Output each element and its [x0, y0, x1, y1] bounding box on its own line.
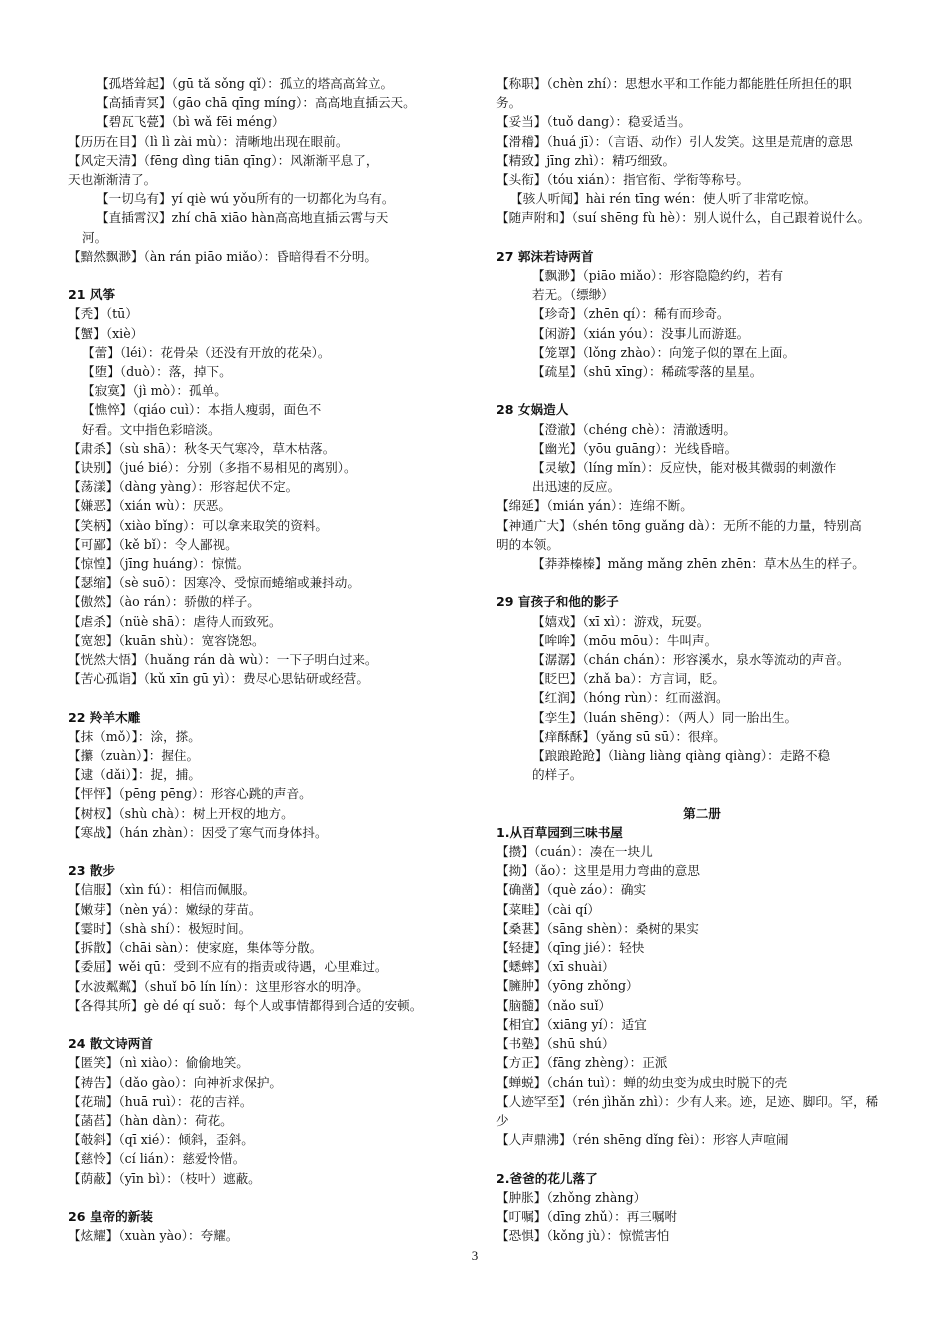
text-line: 【幽光】（yōu guāng）：光线昏暗。 — [532, 440, 738, 456]
text-line: 【怦怦】（pēng pēng）：形容心跳的声音。 — [68, 786, 312, 802]
text-line: 【随声附和】（suí shēng fù hè）：别人说什么，自己跟着说什么。 — [496, 210, 871, 226]
text-line: 【花瑞】（huā ruì）：花的吉祥。 — [68, 1093, 253, 1109]
text-line: 【树杈】（shù chà）：树上开杈的地方。 — [68, 805, 294, 821]
text-line: 【痒酥酥】（yǎng sū sū）：很痒。 — [532, 728, 726, 744]
text-line: 【闲游】（xián yóu）：没事儿而游逛。 — [532, 325, 750, 341]
text-line: 好看。文中指色彩暗淡。 — [82, 421, 221, 437]
text-line: 【直插霄汉】zhí chā xiāo hàn高高地直插云霄与天 — [96, 210, 389, 226]
text-line: 若无。（缥缈） — [532, 287, 614, 303]
section-heading: 27 郭沫若诗两首 — [496, 248, 594, 264]
text-line: 【惊惶】（jīng huáng）：惊慌。 — [68, 556, 250, 572]
text-line: 【珍奇】（zhēn qí）：稀有而珍奇。 — [532, 306, 730, 322]
text-line: 【肿胀】（zhǒng zhàng） — [496, 1189, 647, 1205]
text-line: 【傲然】（ào rán）：骄傲的样子。 — [68, 594, 260, 610]
text-line: 【抹（mǒ）】：涂，搽。 — [68, 728, 201, 744]
text-line: 【神通广大】（shén tōng guǎng dà）：无所不能的力量，特别高 — [496, 517, 862, 533]
text-line: 【各得其所】gè dé qí suǒ：每个人或事情都得到合适的安顿。 — [68, 997, 423, 1013]
text-line: 【人迹罕至】（rén jìhǎn zhì）：少有人来。迹，足迹、脚印。罕，稀 — [496, 1093, 879, 1109]
text-line: 河。 — [82, 229, 108, 245]
section-heading: 23 散步 — [68, 863, 116, 879]
text-line: 【叮嘱】（dīng zhǔ）：再三嘱咐 — [496, 1208, 678, 1224]
text-line: 【笑柄】（xiào bǐng）：可以拿来取笑的资料。 — [68, 517, 328, 533]
blank-line — [496, 573, 908, 592]
text-line: 【诀别】（jué bié）：分别（多指不易相见的离别）。 — [68, 460, 357, 476]
text-line: 【踉踉跄跄】（liàng liàng qiàng qiàng）：走路不稳 — [532, 748, 831, 764]
blank-line — [68, 1015, 460, 1034]
section-heading: 1.从百草园到三味书屋 — [496, 824, 623, 840]
text-line: 【嬉戏】（xī xì）：游戏，玩耍。 — [532, 613, 710, 629]
section-heading: 2.爸爸的花儿落了 — [496, 1170, 598, 1186]
text-line: 【蕾】（léi）：花骨朵（还没有开放的花朵）。 — [82, 344, 331, 360]
text-line: 【信服】（xìn fú）：相信而佩服。 — [68, 882, 256, 898]
text-line: 【滑稽】（huá jī）：（言语、动作）引人发笑。这里是荒唐的意思 — [496, 133, 853, 149]
text-line: 【红润】（hóng rùn）：红而滋润。 — [532, 690, 729, 706]
text-line: 【莽莽榛榛】mǎng mǎng zhēn zhēn：草木丛生的样子。 — [532, 556, 865, 572]
blank-line — [68, 266, 460, 285]
section-heading: 29 盲孩子和他的影子 — [496, 594, 619, 610]
text-line: 【祷告】（dǎo gào）：向神祈求保护。 — [68, 1074, 283, 1090]
text-line: 【水波粼粼】（shuǐ bō lín lín）：这里形容水的明净。 — [68, 978, 369, 994]
text-line: 【慈怜】（cí lián）：慈爱怜惜。 — [68, 1151, 246, 1167]
text-line: 【委屈】wěi qū：受到不应有的指责或待遇，心里难过。 — [68, 959, 388, 975]
text-line: 【荡漾】（dàng yàng）：形容起伏不定。 — [68, 479, 299, 495]
text-line: 【笼罩】（lǒng zhào）：向笼子似的罩在上面。 — [532, 344, 796, 360]
text-line: 【方正】（fāng zhèng）：正派 — [496, 1055, 668, 1071]
text-line: 【澄澈】（chéng chè）：清澈透明。 — [532, 421, 736, 437]
text-line: 【肃杀】（sù shā）：秋冬天气寒冷，草木枯落。 — [68, 440, 336, 456]
left-column — [68, 74, 460, 1245]
blank-line — [68, 842, 460, 861]
text-line: 【炫耀】（xuàn yào）：夸耀。 — [68, 1228, 239, 1244]
text-line: 【恍然大悟】（huǎng rán dà wù）：一下子明白过来。 — [68, 652, 378, 668]
text-line: 【荫蔽】（yīn bì）：（枝叶）遮蔽。 — [68, 1170, 261, 1186]
text-line: 【拆散】（chāi sàn）：使家庭，集体等分散。 — [68, 940, 323, 956]
section-heading: 26 皇帝的新装 — [68, 1208, 153, 1224]
blank-line — [496, 381, 908, 400]
text-line: 【瑟缩】（sè suō）：因寒冷、受惊而蜷缩或兼抖动。 — [68, 575, 360, 591]
text-line: 【宽恕】（kuān shù）：宽容饶恕。 — [68, 632, 265, 648]
text-line: 【蟋蟀】（xī shuài） — [496, 959, 615, 975]
right-column — [496, 74, 908, 1245]
text-line: 【称职】（chèn zhí）：思想水平和工作能力都能胜任所担任的职 — [496, 76, 852, 91]
text-line: 【恐惧】（kǒng jù）：惊慌害怕 — [496, 1228, 670, 1244]
text-line: 【确凿】（què záo）：确实 — [496, 882, 647, 898]
text-line: 【菜畦】（cài qí） — [496, 901, 600, 917]
blank-line — [496, 784, 908, 803]
text-line: 【灵敏】（líng mǐn）：反应快，能对极其微弱的刺激作 — [532, 460, 837, 476]
text-line: 【飘渺】（piāo miǎo）：形容隐隐约约，若有 — [532, 268, 784, 284]
blank-line — [496, 1149, 908, 1168]
text-line: 【蟹】（xiè） — [68, 325, 144, 341]
text-line: 【憔悴】（qiáo cuì）：本指人瘦弱，面色不 — [82, 402, 322, 418]
text-line: 【菡萏】（hàn dàn）：荷花。 — [68, 1112, 233, 1128]
text-line: 【潺潺】（chán chán）：形容溪水，泉水等流动的声音。 — [532, 652, 850, 668]
section-heading: 22 羚羊木雕 — [68, 709, 141, 725]
text-line: 【攲斜】（qī xié）：倾斜，歪斜。 — [68, 1132, 254, 1148]
text-line: 【哞哞】（mōu mōu）：牛叫声。 — [532, 632, 718, 648]
text-line: 【人声鼎沸】（rén shēng dǐng fèi）：形容人声喧闹 — [496, 1132, 789, 1148]
text-line: 【风定天清】（fēng dìng tiān qīng）：风渐渐平息了， — [68, 152, 379, 168]
blank-line — [496, 228, 908, 247]
section-heading: 第二册 — [683, 805, 721, 821]
text-line: 【碧瓦飞甍】（bì wǎ fēi méng） — [96, 114, 285, 130]
text-line: 【脑髓】（nǎo suǐ） — [496, 997, 612, 1013]
text-line: 【妥当】（tuǒ dang）：稳妥适当。 — [496, 114, 692, 130]
text-line: 【虐杀】（nüè shā）：虐待人而致死。 — [68, 613, 282, 629]
section-heading: 24 散文诗两首 — [68, 1036, 153, 1052]
text-line: 【可鄙】（kě bǐ）：令人鄙视。 — [68, 536, 238, 552]
text-line: 【堕】（duò）：落，掉下。 — [82, 364, 232, 380]
blank-line — [68, 688, 460, 707]
text-line: 【眨巴】（zhǎ ba）：方言词，眨。 — [532, 671, 725, 687]
text-line: 【蝉蜕】（chán tuì）：蝉的幼虫变为成虫时脱下的壳 — [496, 1074, 788, 1090]
section-heading: 28 女娲造人 — [496, 402, 569, 418]
section-heading: 21 风筝 — [68, 287, 116, 303]
text-line: 【秃】（tū） — [68, 306, 138, 322]
text-line: 【孤塔耸起】（gū tǎ sǒng qǐ）：孤立的塔高高耸立。 — [96, 76, 394, 91]
text-line: 【头衔】（tóu xián）：指官衔、学衔等称号。 — [496, 172, 750, 188]
text-line: 【绵延】（mián yán）：连绵不断。 — [496, 498, 693, 514]
text-line: 【历历在目】（lì lì zài mù）：清晰地出现在眼前。 — [68, 133, 349, 149]
text-line: 务。 — [496, 95, 522, 111]
text-line: 【攒】（cuán）：凑在一块儿 — [496, 844, 653, 860]
text-line: 【霎时】（shà shí）：极短时间。 — [68, 920, 252, 936]
text-line: 天也渐渐清了。 — [68, 172, 157, 188]
text-line: 【匿笑】（nì xiào）：偷偷地笑。 — [68, 1055, 249, 1071]
text-line: 【桑葚】（sāng shèn）：桑树的果实 — [496, 920, 699, 936]
text-line: 【一切乌有】yí qiè wú yǒu所有的一切都化为乌有。 — [96, 191, 395, 207]
text-line: 【臃肿】（yōng zhǒng） — [496, 978, 639, 994]
text-line: 【拗】（ǎo）：这里是用力弯曲的意思 — [496, 863, 700, 879]
text-line: 出迅速的反应。 — [532, 479, 621, 495]
page-number: 3 — [471, 1248, 479, 1263]
blank-line — [68, 1188, 460, 1207]
text-line: 【书塾】（shū shú） — [496, 1036, 615, 1052]
text-line: 的样子。 — [532, 767, 583, 783]
text-line: 【寂寞】（jì mò）：孤单。 — [82, 383, 227, 399]
text-line: 【逮（dǎi）】：捉，捕。 — [68, 767, 201, 783]
text-line: 【骇人听闻】hài rén tīng wén：使人听了非常吃惊。 — [510, 191, 817, 207]
text-line: 【嫌恶】（xián wù）：厌恶。 — [68, 498, 231, 514]
text-line: 【寒战】（hán zhàn）：因受了寒气而身体抖。 — [68, 824, 328, 840]
text-line: 【黯然飘渺】（àn rán piāo miǎo）：昏暗得看不分明。 — [68, 248, 378, 264]
text-line: 明的本领。 — [496, 536, 559, 552]
text-line: 【轻捷】（qīng jié）：轻快 — [496, 940, 645, 956]
text-line: 【孪生】（luán shēng）：（两人）同一胎出生。 — [532, 709, 798, 725]
text-line: 【相宜】（xiāng yí）：适宜 — [496, 1016, 647, 1032]
text-line: 【高插青冥】（gāo chā qīng míng）：高高地直插云天。 — [96, 95, 416, 111]
text-line: 【嫩芽】（nèn yá）：嫩绿的芽苗。 — [68, 901, 262, 917]
text-line: 少 — [496, 1112, 509, 1128]
text-line: 【精致】jīng zhì）：精巧细致。 — [496, 152, 676, 168]
text-line: 【疏星】（shū xīng）：稀疏零落的星星。 — [532, 364, 763, 380]
text-line: 【苦心孤诣】（kǔ xīn gū yì）：费尽心思钻研或经营。 — [68, 671, 369, 687]
text-line: 【攥（zuàn）】：握住。 — [68, 748, 200, 764]
